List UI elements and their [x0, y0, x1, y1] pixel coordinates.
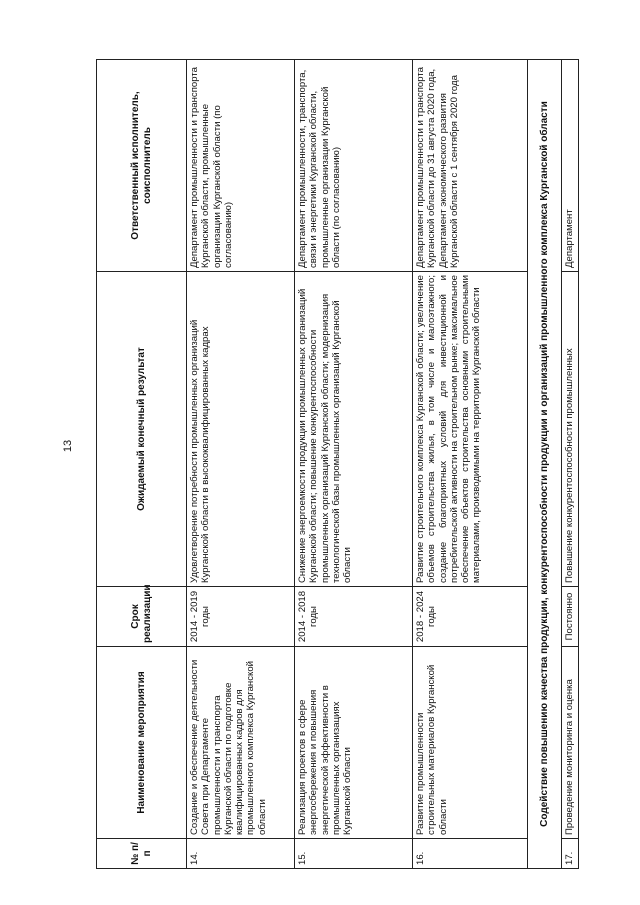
row-responsible: Департамент промышленности и транспорта Курганской области до 31 августа 2020 года, Департамент экономического развития Курганской области с 1 сентября 2020 года — [413, 60, 528, 272]
row-term: 2014 - 2018 годы — [295, 587, 413, 647]
row-term: 2018 - 2024 годы — [413, 587, 528, 647]
section-title: Содействие повышению качества продукции, конкурентоспособности продукции и организаций промышленного комплекса Курганской области — [528, 60, 562, 869]
table-row — [187, 60, 295, 869]
table-header-row — [97, 60, 187, 869]
row-responsible: Департамент промышленности, транспорта, связи и энергетики Курганской области, промышленные организации Курганской области (по согласованию) — [295, 60, 413, 272]
row-result: Повышение конкурентоспособности промышленных — [562, 272, 579, 587]
row-responsible: Департамент — [562, 60, 579, 272]
row-num: 16. — [413, 839, 528, 869]
row-responsible: Департамент промышленности и транспорта Курганской области, промышленные организации Курганской области (по согласованию) — [187, 60, 295, 272]
row-name: Развитие промышленности строительных материалов Курганской области — [413, 647, 528, 839]
header-name: Наименование мероприятия — [97, 647, 187, 839]
row-term: Постоянно — [562, 587, 579, 647]
row-name: Реализация проектов в сфере энергосбережения и повышения энергетической эффективности в промышленных организациях Курганской области — [295, 647, 413, 839]
header-term: Срок реализации — [97, 587, 187, 647]
row-result: Снижение энергоемкости продукции промышленных организаций Курганской области; повышение конкурентоспособности промышленных организаций Курганской области; модернизация технологической базы промышленных организаций Курганской области — [295, 272, 413, 587]
row-term: 2014 - 2019 годы — [187, 587, 295, 647]
table-row — [413, 60, 528, 869]
section-row — [528, 60, 562, 869]
row-num: 17. — [562, 839, 579, 869]
row-name: Создание и обеспечение деятельности Совета при Департаменте промышленности и транспорта Курганской области по подготовке квалифицированных кадров для промышленного комплекса Курганской области — [187, 647, 295, 839]
table-row — [562, 60, 579, 869]
header-responsible: Ответственный исполнитель, соисполнитель — [97, 60, 187, 272]
page-number: 13 — [62, 439, 75, 453]
row-name: Проведение мониторинга и оценка — [562, 647, 579, 839]
row-num: 14. — [187, 839, 295, 869]
row-result: Развитие строительного комплекса Курганской области; увеличение объемов строительства жилья, в том числе и малоэтажного; создание благоприятных условий для инвестиционной и потребительской активности на строительном рынке; максимальное обеспечение объектов строительства основными строительными материалами, производимыми на территории Курганской области — [413, 272, 528, 587]
header-result: Ожидаемый конечный результат — [97, 272, 187, 587]
rotated-table-container — [96, 59, 586, 869]
table-row — [295, 60, 413, 869]
header-num: № п/п — [97, 839, 187, 869]
row-num: 15. — [295, 839, 413, 869]
row-result: Удовлетворение потребности промышленных организаций Курганской области в высококвалифицированных кадрах — [187, 272, 295, 587]
measures-table — [96, 59, 579, 869]
